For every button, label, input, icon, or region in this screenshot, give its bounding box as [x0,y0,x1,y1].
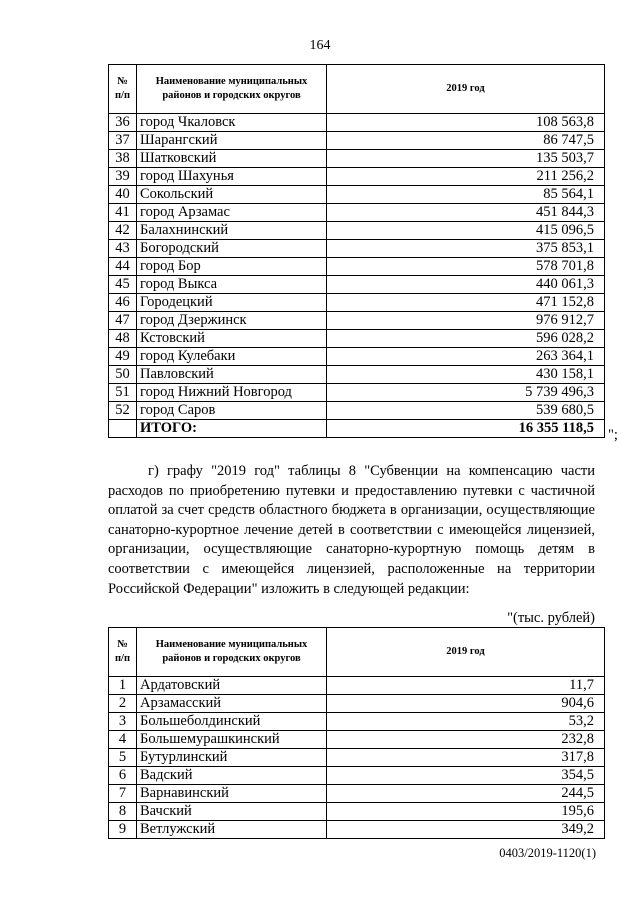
row-value: 195,6 [327,803,605,821]
row-number: 8 [109,803,137,821]
closing-quote: "; [608,427,618,443]
table-row [109,150,605,168]
table-row [109,204,605,222]
header-name: Наименование муниципальных районов и городских округов [137,65,327,114]
table-row [109,695,605,713]
row-name: Вадский [137,767,327,785]
table-row [109,366,605,384]
table-row [109,821,605,839]
row-number: 44 [109,258,137,276]
subvention-table-1 [108,64,605,438]
row-value: 53,2 [327,713,605,731]
row-value: 596 028,2 [327,330,605,348]
row-name: город Выкса [137,276,327,294]
table-row [109,168,605,186]
row-name: Вачский [137,803,327,821]
units-label: "(тыс. рублей) [507,610,595,626]
table-row [109,222,605,240]
header-year: 2019 год [327,628,605,677]
row-name: город Саров [137,402,327,420]
row-name: Кстовский [137,330,327,348]
subvention-table-2 [108,627,605,839]
row-number: 47 [109,312,137,330]
row-number: 3 [109,713,137,731]
row-number: 2 [109,695,137,713]
table-row [109,132,605,150]
row-number: 5 [109,749,137,767]
row-number: 52 [109,402,137,420]
table-row [109,402,605,420]
row-name: Шарангский [137,132,327,150]
row-value: 86 747,5 [327,132,605,150]
page-number: 164 [309,38,331,53]
row-name: Балахнинский [137,222,327,240]
row-value: 430 158,1 [327,366,605,384]
row-name: город Чкаловск [137,114,327,132]
row-value: 578 701,8 [327,258,605,276]
table-row [109,330,605,348]
row-name: город Арзамас [137,204,327,222]
total-label: ИТОГО: [137,420,327,438]
row-number: 39 [109,168,137,186]
table-row [109,276,605,294]
row-value: 415 096,5 [327,222,605,240]
table-row [109,258,605,276]
row-value: 904,6 [327,695,605,713]
table-row [109,767,605,785]
row-number: 9 [109,821,137,839]
header-num: № п/п [109,65,137,114]
row-value: 232,8 [327,731,605,749]
document-code: 0403/2019-1120(1) [499,846,596,860]
row-number: 41 [109,204,137,222]
row-number: 51 [109,384,137,402]
row-value: 539 680,5 [327,402,605,420]
row-name: Большемурашкинский [137,731,327,749]
row-name: Варнавинский [137,785,327,803]
row-name: город Шахунья [137,168,327,186]
row-value: 471 152,8 [327,294,605,312]
table-row [109,294,605,312]
table-row [109,114,605,132]
row-number: 1 [109,677,137,695]
row-value: 317,8 [327,749,605,767]
row-value: 354,5 [327,767,605,785]
row-value: 375 853,1 [327,240,605,258]
row-name: город Кулебаки [137,348,327,366]
row-number: 50 [109,366,137,384]
row-value: 263 364,1 [327,348,605,366]
row-number: 36 [109,114,137,132]
table-row [109,803,605,821]
row-name: город Бор [137,258,327,276]
table-row [109,186,605,204]
row-value: 349,2 [327,821,605,839]
row-value: 440 061,3 [327,276,605,294]
row-name: Павловский [137,366,327,384]
header-num: № п/п [109,628,137,677]
row-value: 244,5 [327,785,605,803]
total-value: 16 355 118,5 [327,420,605,438]
row-number: 37 [109,132,137,150]
row-value: 11,7 [327,677,605,695]
row-name: Арзамасский [137,695,327,713]
table-row [109,749,605,767]
row-value: 5 739 496,3 [327,384,605,402]
row-name: город Нижний Новгород [137,384,327,402]
table-row [109,240,605,258]
table-row [109,384,605,402]
row-number: 6 [109,767,137,785]
row-name: Ардатовский [137,677,327,695]
row-value: 976 912,7 [327,312,605,330]
row-value: 108 563,8 [327,114,605,132]
row-number: 42 [109,222,137,240]
row-value: 135 503,7 [327,150,605,168]
table-row [109,785,605,803]
header-year: 2019 год [327,65,605,114]
amendment-paragraph: г) графу "2019 год" таблицы 8 "Субвенции на компенсацию части расходов по приобретению путевки и предоставлению путевки с частичной оплатой за счет средств областного бюджета в организации, осуществляющие санаторно-курортное лечение детей в соответствии с имеющейся лицензией, организации, осуществляющие санаторно-курортную помощь детям в соответствии с имеющейся лицензией, расположенные на территории Российской Федерации" изложить в следующей редакции: [108,463,595,597]
table-row [109,677,605,695]
row-number: 38 [109,150,137,168]
row-number: 7 [109,785,137,803]
row-number: 49 [109,348,137,366]
row-value: 85 564,1 [327,186,605,204]
row-name: Ветлужский [137,821,327,839]
row-number: 45 [109,276,137,294]
table-header-row [109,65,605,114]
header-name: Наименование муниципальных районов и городских округов [137,628,327,677]
row-number: 46 [109,294,137,312]
table-row [109,348,605,366]
row-name: Бутурлинский [137,749,327,767]
row-name: Городецкий [137,294,327,312]
total-num-cell [109,420,137,438]
row-number: 40 [109,186,137,204]
table-body [109,114,605,438]
row-name: Шатковский [137,150,327,168]
row-name: Большеболдинский [137,713,327,731]
row-number: 48 [109,330,137,348]
row-name: город Дзержинск [137,312,327,330]
row-number: 4 [109,731,137,749]
total-row [109,420,605,438]
table-body [109,677,605,839]
row-number: 43 [109,240,137,258]
row-name: Сокольский [137,186,327,204]
table-header-row [109,628,605,677]
table-row [109,312,605,330]
row-name: Богородский [137,240,327,258]
table-row [109,713,605,731]
row-value: 211 256,2 [327,168,605,186]
table-row [109,731,605,749]
row-value: 451 844,3 [327,204,605,222]
